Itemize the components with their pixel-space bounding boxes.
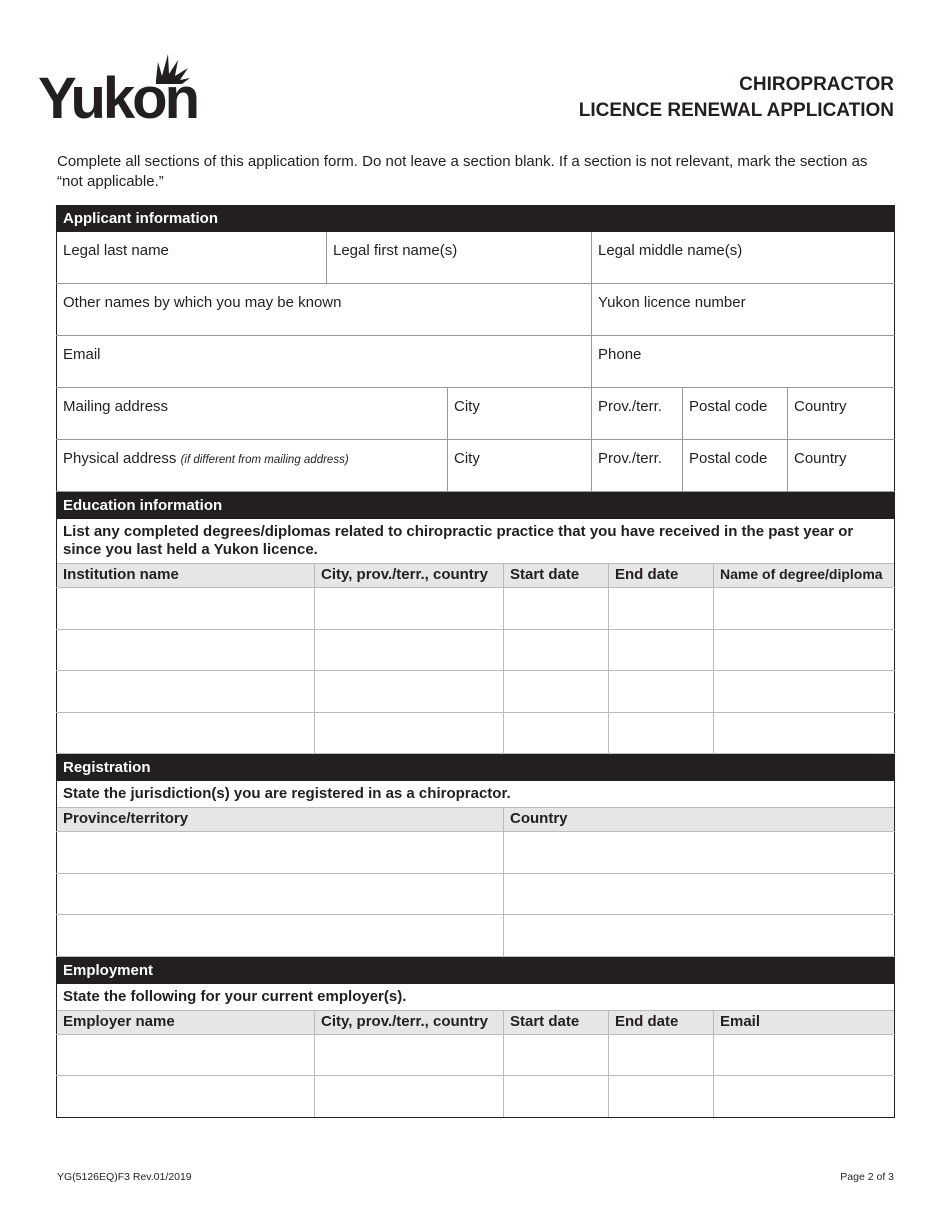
col-emp-location: City, prov./terr., country (315, 1010, 504, 1034)
last-name-field[interactable]: Legal last name (57, 232, 327, 284)
employment-heading: Employment (57, 957, 895, 983)
applicant-heading: Applicant information (57, 206, 895, 232)
col-employer-name: Employer name (57, 1010, 315, 1034)
table-cell[interactable] (315, 588, 504, 630)
table-cell[interactable] (504, 629, 609, 671)
table-cell[interactable] (57, 915, 504, 957)
licence-number-field[interactable]: Yukon licence number (592, 284, 895, 336)
education-section (56, 492, 895, 754)
table-cell[interactable] (57, 873, 504, 915)
middle-name-field[interactable]: Legal middle name(s) (592, 232, 895, 284)
physical-prov-field[interactable]: Prov./terr. (592, 440, 683, 492)
col-emp-start-date: Start date (504, 1010, 609, 1034)
physical-address-field[interactable] (57, 440, 448, 492)
table-cell[interactable] (315, 1076, 504, 1118)
table-cell[interactable] (714, 1034, 895, 1076)
applicant-section (56, 205, 895, 492)
mailing-postal-field[interactable]: Postal code (683, 388, 788, 440)
table-row (57, 588, 895, 630)
table-cell[interactable] (714, 588, 895, 630)
table-cell[interactable] (57, 588, 315, 630)
page-number: Page 2 of 3 (840, 1171, 894, 1183)
table-cell[interactable] (609, 1034, 714, 1076)
table-cell[interactable] (609, 588, 714, 630)
table-cell[interactable] (504, 1034, 609, 1076)
col-emp-end-date: End date (609, 1010, 714, 1034)
table-cell[interactable] (609, 712, 714, 754)
first-name-field[interactable]: Legal first name(s) (327, 232, 592, 284)
form-code: YG(5126EQ)F3 Rev.01/2019 (57, 1171, 192, 1183)
education-heading: Education information (57, 493, 895, 519)
table-cell[interactable] (609, 1076, 714, 1118)
table-row (57, 832, 895, 874)
table-row (57, 915, 895, 957)
table-cell[interactable] (315, 629, 504, 671)
table-cell[interactable] (315, 712, 504, 754)
table-cell[interactable] (714, 1076, 895, 1118)
col-edu-location: City, prov./terr., country (315, 564, 504, 588)
table-cell[interactable] (714, 629, 895, 671)
phone-field[interactable]: Phone (592, 336, 895, 388)
physical-address-note: (if different from mailing address) (180, 454, 349, 466)
form-title (579, 72, 894, 124)
table-row (57, 1076, 895, 1118)
table-cell[interactable] (504, 712, 609, 754)
employment-section (56, 957, 895, 1118)
table-cell[interactable] (57, 671, 315, 713)
physical-postal-field[interactable]: Postal code (683, 440, 788, 492)
table-cell[interactable] (57, 1076, 315, 1118)
title-line-2: LICENCE RENEWAL APPLICATION (578, 100, 894, 121)
table-cell[interactable] (714, 671, 895, 713)
mailing-address-field[interactable]: Mailing address (57, 388, 448, 440)
registration-section (56, 754, 895, 957)
employment-instruction: State the following for your current employer(s). (57, 983, 895, 1010)
table-cell[interactable] (57, 832, 504, 874)
table-cell[interactable] (504, 671, 609, 713)
table-cell[interactable] (504, 915, 895, 957)
mailing-city-field[interactable]: City (448, 388, 592, 440)
title-line-1: CHIROPRACTOR (739, 74, 894, 95)
registration-instruction: State the jurisdiction(s) you are registered in as a chiropractor. (57, 781, 895, 808)
table-cell[interactable] (504, 832, 895, 874)
table-cell[interactable] (609, 671, 714, 713)
yukon-logo (38, 52, 210, 122)
table-row (57, 712, 895, 754)
col-edu-start-date: Start date (504, 564, 609, 588)
intro-text: Complete all sections of this application form. Do not leave a section blank. If a section is not relevant, mark the section as “not applicable.” (57, 153, 868, 190)
table-row (57, 873, 895, 915)
table-row (57, 1034, 895, 1076)
application-form (56, 205, 894, 1118)
col-degree-name: Name of degree/diploma (714, 564, 895, 588)
col-institution-name: Institution name (57, 564, 315, 588)
table-row (57, 671, 895, 713)
physical-city-field[interactable]: City (448, 440, 592, 492)
table-cell[interactable] (714, 712, 895, 754)
other-names-field[interactable]: Other names by which you may be known (57, 284, 592, 336)
col-edu-end-date: End date (609, 564, 714, 588)
table-cell[interactable] (315, 671, 504, 713)
table-cell[interactable] (504, 873, 895, 915)
table-cell[interactable] (57, 629, 315, 671)
col-emp-email: Email (714, 1010, 895, 1034)
physical-country-field[interactable]: Country (788, 440, 895, 492)
mailing-country-field[interactable]: Country (788, 388, 895, 440)
education-instruction: List any completed degrees/diplomas related to chiropractic practice that you have received in the past year or since you last held a Yukon licence. (57, 519, 895, 564)
table-cell[interactable] (57, 1034, 315, 1076)
table-cell[interactable] (504, 1076, 609, 1118)
col-reg-country: Country (504, 808, 895, 832)
email-field[interactable]: Email (57, 336, 592, 388)
table-cell[interactable] (315, 1034, 504, 1076)
table-cell[interactable] (609, 629, 714, 671)
svg-text:Yukon: Yukon (38, 66, 198, 122)
col-province-territory: Province/territory (57, 808, 504, 832)
physical-address-label: Physical address (63, 450, 177, 467)
table-cell[interactable] (504, 588, 609, 630)
table-cell[interactable] (57, 712, 315, 754)
mailing-prov-field[interactable]: Prov./terr. (592, 388, 683, 440)
registration-heading: Registration (57, 755, 895, 781)
table-row (57, 629, 895, 671)
